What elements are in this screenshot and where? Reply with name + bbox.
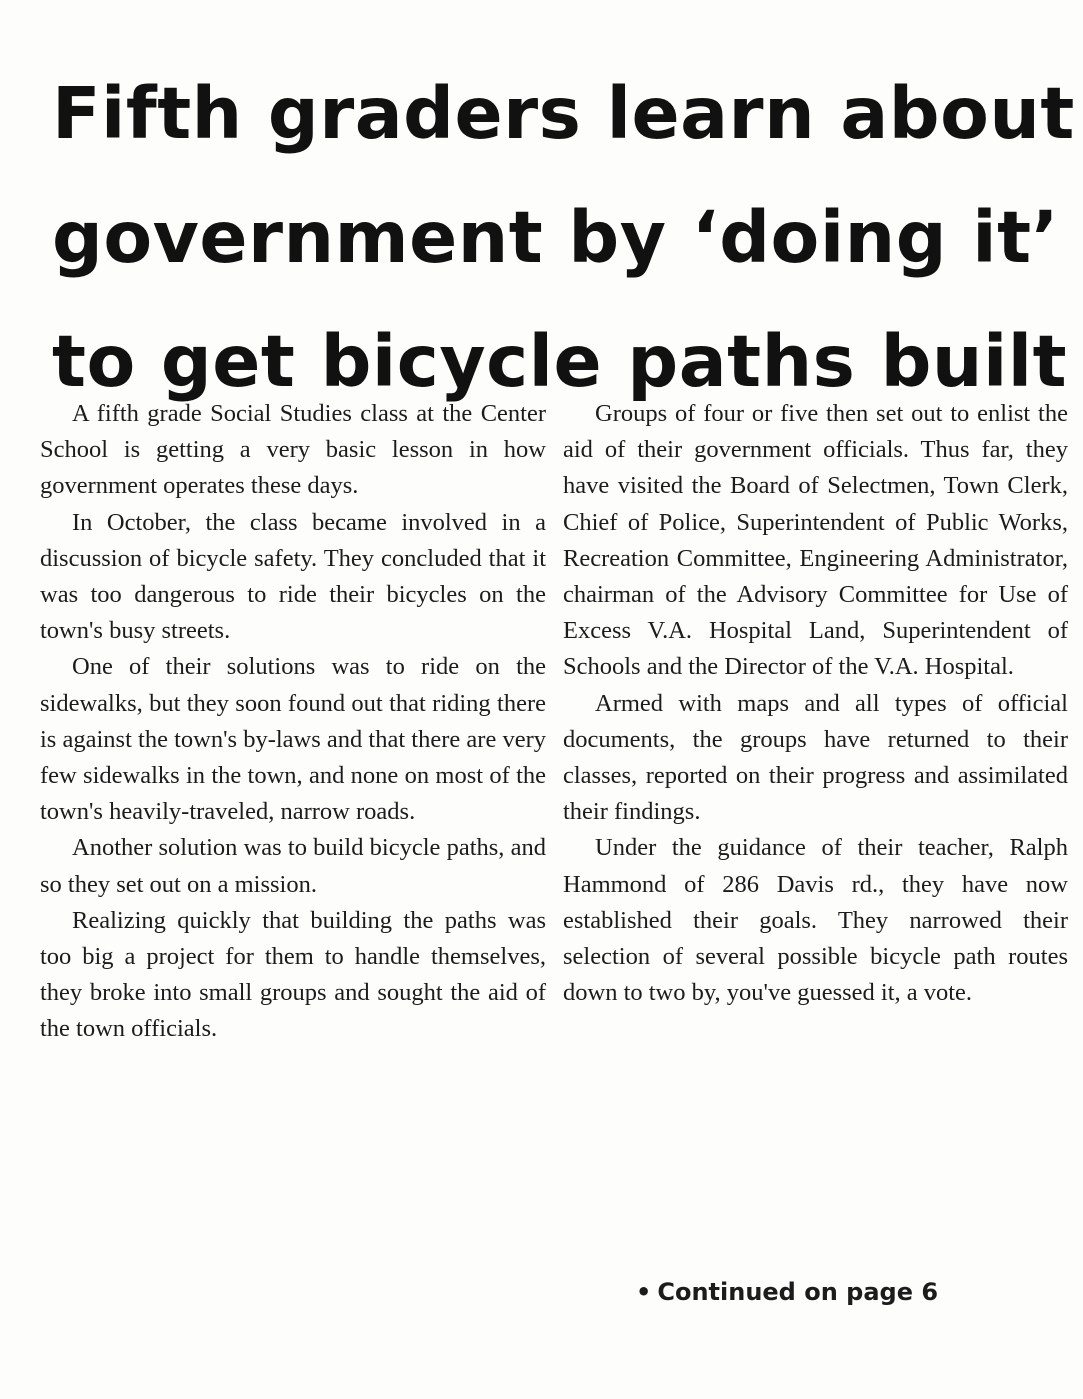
- paragraph: Realizing quickly that building the paths was too big a project for them to handle themselves, they broke into small groups and sought the aid of the town officials.: [40, 906, 546, 1043]
- paragraph: Groups of four or five then set out to enlist the aid of their government officials. Thus far, they have visited the Board of Selectmen, Town Clerk, Chief of Police, Superintendent of Public Works, Recreation Committee, Engineering Administrator, chairman of the Advisory Committee for Use of Excess V.A. Hospital Land, Superintendent of Schools and the Director of the V.A. Hospital.: [563, 400, 1068, 681]
- headline-line: government by ‘doing it’: [52, 196, 1060, 279]
- headline: [52, 52, 1075, 424]
- paragraph: Another solution was to build bicycle paths, and so they set out on a mission.: [40, 834, 546, 898]
- paragraph: One of their solutions was to ride on the sidewalks, but they soon found out that riding there is against the town's by-laws and that there are very few sidewalks in the town, and none on most of the town's heavily-traveled, narrow roads.: [40, 653, 546, 826]
- paragraph: Under the guidance of their teacher, Ralph Hammond of 286 Davis rd., they have now established their goals. They narrowed their selection of several possible bicycle path routes down to two by, you've guessed it, a vote.: [563, 834, 1068, 1007]
- left-column: [40, 396, 546, 1048]
- paragraph: In October, the class became involved in a discussion of bicycle safety. They concluded that it was too dangerous to ride their bicycles on the town's busy streets.: [40, 508, 546, 645]
- continued-note: [636, 1278, 938, 1306]
- headline-line: to get bicycle paths built: [52, 320, 1068, 403]
- right-column: [563, 396, 1068, 1011]
- paragraph: A fifth grade Social Studies class at the Center School is getting a very basic lesson in how government operates these days.: [40, 400, 546, 500]
- paragraph: Armed with maps and all types of official documents, the groups have returned to their classes, reported on their progress and assimilated their findings.: [563, 689, 1068, 826]
- continued-text: Continued on page 6: [657, 1278, 939, 1306]
- headline-line: Fifth graders learn about: [52, 72, 1075, 155]
- bullet-icon: •: [636, 1278, 652, 1306]
